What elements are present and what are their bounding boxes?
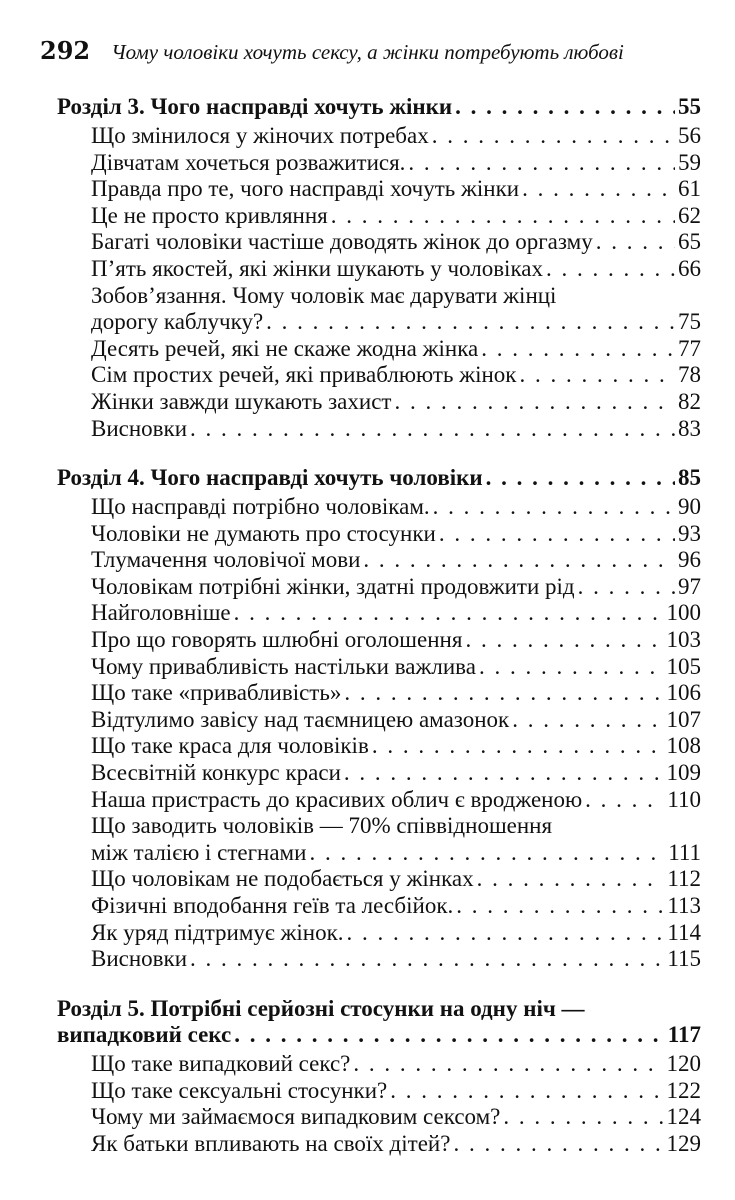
entry-page: 93 bbox=[678, 520, 701, 546]
entry-title: Тлумачення чоловічої мови bbox=[91, 547, 361, 573]
toc-entry-multiline bbox=[91, 813, 701, 866]
toc-entry bbox=[91, 389, 701, 416]
entry-page: 97 bbox=[678, 573, 701, 599]
toc-entry bbox=[91, 1051, 701, 1078]
dot-leader bbox=[585, 787, 664, 814]
toc-entry bbox=[91, 150, 701, 177]
entry-title: Чому привабливість настільки важлива bbox=[91, 653, 476, 679]
entry-page: 109 bbox=[666, 759, 701, 785]
entry-title: Багаті чоловіки частіше доводять жінок до оргазму bbox=[91, 229, 593, 255]
chapter-page: 55 bbox=[678, 94, 701, 119]
dot-leader bbox=[390, 1078, 663, 1105]
dot-leader bbox=[347, 920, 665, 947]
entry-page: 90 bbox=[678, 494, 701, 519]
toc-entry bbox=[91, 416, 701, 443]
toc-entries bbox=[57, 123, 701, 442]
chapter-heading bbox=[57, 465, 701, 491]
entry-page: 61 bbox=[678, 176, 701, 202]
toc-entry bbox=[91, 760, 701, 787]
toc-entry bbox=[91, 256, 701, 283]
entry-page: 103 bbox=[666, 626, 701, 652]
entry-page: 129 bbox=[666, 1130, 701, 1156]
entry-title: між талією і стегнами bbox=[91, 839, 307, 865]
toc-entry bbox=[91, 176, 701, 203]
entry-page: 77 bbox=[678, 335, 701, 361]
entry-title: Висновки bbox=[91, 415, 188, 441]
chapter-title: Розділ 3. Чого насправді хочуть жінки bbox=[57, 94, 453, 119]
dot-leader bbox=[477, 866, 665, 893]
entry-title: П’ять якостей, які жінки шукають у чоловіках bbox=[91, 255, 543, 281]
running-title: Чому чоловіки хочуть сексу, а жінки потребують любові bbox=[111, 40, 624, 64]
entry-title: дорогу каблучку? bbox=[91, 309, 264, 335]
toc-entry bbox=[91, 654, 701, 681]
entry-page: 108 bbox=[666, 733, 701, 759]
entry-page: 100 bbox=[666, 600, 701, 626]
dot-leader bbox=[353, 1051, 663, 1078]
entry-title: Дівчатам хочеться розважитися. bbox=[91, 149, 406, 175]
entry-page: 65 bbox=[678, 229, 701, 255]
entry-page: 96 bbox=[678, 547, 701, 573]
toc-section-chapter-5 bbox=[57, 996, 701, 1157]
dot-leader bbox=[433, 494, 675, 521]
dot-leader bbox=[522, 176, 675, 203]
chapter-page: 117 bbox=[667, 1022, 701, 1047]
toc-section-chapter-4 bbox=[57, 465, 701, 973]
dot-leader bbox=[309, 840, 665, 867]
entry-page: 82 bbox=[678, 388, 701, 414]
dot-leader bbox=[481, 336, 675, 363]
toc-entry bbox=[91, 680, 701, 707]
dot-leader bbox=[394, 389, 675, 416]
dot-leader bbox=[331, 203, 675, 230]
toc-entries bbox=[57, 1051, 701, 1157]
entry-page: 113 bbox=[667, 892, 701, 918]
dot-leader bbox=[596, 229, 675, 256]
entry-title: Десять речей, які не скаже жодна жінка bbox=[91, 335, 479, 361]
entry-page: 66 bbox=[678, 255, 701, 281]
chapter-page: 85 bbox=[678, 465, 701, 490]
entry-title: Що таке сексуальні стосунки? bbox=[91, 1077, 388, 1103]
entry-title-line: Що заводить чоловіків — 70% співвідношення bbox=[91, 813, 553, 839]
dot-leader bbox=[453, 1131, 663, 1158]
toc-entry bbox=[91, 547, 701, 574]
entry-title: Що чоловікам не подобається у жінках bbox=[91, 866, 474, 892]
entry-title: Наша пристрасть до красивих облич є вродженою bbox=[91, 786, 583, 812]
chapter-title-line: Розділ 5. Потрібні серйозні стосунки на одну ніч — bbox=[57, 996, 585, 1021]
entry-page: 114 bbox=[667, 919, 701, 945]
dot-leader bbox=[456, 893, 664, 920]
dot-leader bbox=[234, 600, 664, 627]
toc-entry bbox=[91, 229, 701, 256]
dot-leader bbox=[486, 465, 675, 491]
entry-title: Що насправді потрібно чоловікам. bbox=[91, 494, 430, 519]
entry-title: Сім простих речей, які приваблюють жінок bbox=[91, 362, 517, 388]
entry-page: 115 bbox=[667, 946, 701, 972]
dot-leader bbox=[503, 1104, 663, 1131]
dot-leader bbox=[479, 654, 664, 681]
toc-entry bbox=[91, 733, 701, 760]
page-number: 292 bbox=[40, 36, 91, 65]
entry-title: Чоловікам потрібні жінки, здатні продовжити рід bbox=[91, 573, 575, 599]
entry-title: Найголовніше bbox=[91, 600, 231, 626]
toc-entry bbox=[91, 920, 701, 947]
entry-title: Чоловіки не думають про стосунки bbox=[91, 520, 436, 546]
toc-entry bbox=[91, 946, 701, 973]
entry-page: 62 bbox=[678, 202, 701, 228]
entry-page: 120 bbox=[666, 1051, 701, 1076]
entry-page: 105 bbox=[666, 653, 701, 679]
entry-page: 78 bbox=[678, 362, 701, 388]
dot-leader bbox=[465, 627, 663, 654]
entry-title: Відтулимо завісу над таємницею амазонок bbox=[91, 706, 510, 732]
chapter-title: випадковий секс bbox=[57, 1022, 232, 1047]
entry-page: 56 bbox=[678, 123, 701, 148]
dot-leader bbox=[578, 574, 675, 601]
entry-title: Про що говорять шлюбні оголошення bbox=[91, 626, 463, 652]
dot-leader bbox=[190, 416, 675, 443]
dot-leader bbox=[266, 309, 675, 336]
chapter-heading bbox=[57, 94, 701, 120]
entry-title: Це не просто кривляння bbox=[91, 202, 328, 228]
entry-title: Жінки завжди шукають захист bbox=[91, 388, 392, 414]
entry-page: 122 bbox=[666, 1077, 701, 1103]
toc-entry bbox=[91, 494, 701, 521]
chapter-title: Розділ 4. Чого насправді хочуть чоловіки bbox=[57, 465, 483, 490]
dot-leader bbox=[344, 760, 664, 787]
toc-entry bbox=[91, 707, 701, 734]
toc-entry bbox=[91, 893, 701, 920]
dot-leader bbox=[408, 150, 675, 177]
dot-leader bbox=[234, 1022, 665, 1048]
toc-entry bbox=[91, 123, 701, 150]
entry-title: Як батьки впливають на своїх дітей? bbox=[91, 1130, 451, 1156]
entry-page: 110 bbox=[667, 786, 701, 812]
entry-title: Як уряд підтримує жінок. bbox=[91, 919, 344, 945]
toc-entry-multiline bbox=[91, 283, 701, 336]
dot-leader bbox=[363, 547, 675, 574]
entry-title: Що таке «привабливість» bbox=[91, 680, 342, 706]
toc-entry bbox=[91, 521, 701, 548]
entry-page: 112 bbox=[667, 866, 701, 892]
entry-page: 75 bbox=[678, 309, 701, 335]
entry-page: 111 bbox=[668, 839, 701, 865]
dot-leader bbox=[372, 733, 664, 760]
entry-page: 106 bbox=[666, 680, 701, 706]
chapter-heading bbox=[57, 996, 701, 1048]
dot-leader bbox=[455, 94, 675, 120]
entry-title: Правда про те, чого насправді хочуть жінки bbox=[91, 176, 520, 202]
dot-leader bbox=[546, 256, 675, 283]
entry-title: Що таке краса для чоловіків bbox=[91, 733, 369, 759]
dot-leader bbox=[190, 946, 664, 973]
page-header bbox=[40, 36, 710, 65]
toc-section-chapter-3 bbox=[57, 94, 701, 442]
toc-entry bbox=[91, 574, 701, 601]
entry-title: Фізичні вподобання геїв та лесбійок. bbox=[91, 892, 454, 918]
dot-leader bbox=[432, 123, 675, 150]
entry-page: 107 bbox=[666, 706, 701, 732]
entry-title: Висновки bbox=[91, 946, 188, 972]
dot-leader bbox=[512, 707, 663, 734]
toc-entry bbox=[91, 336, 701, 363]
entry-title-line: Зобов’язання. Чому чоловік має дарувати жінці bbox=[91, 282, 557, 308]
toc-entries bbox=[57, 494, 701, 973]
toc-entry bbox=[91, 627, 701, 654]
toc-entry bbox=[91, 1104, 701, 1131]
toc-entry bbox=[91, 600, 701, 627]
entry-title: Що таке випадковий секс? bbox=[91, 1051, 351, 1076]
toc-entry bbox=[91, 787, 701, 814]
toc-entry bbox=[91, 203, 701, 230]
entry-page: 59 bbox=[678, 149, 701, 175]
dot-leader bbox=[519, 362, 675, 389]
toc-entry bbox=[91, 866, 701, 893]
dot-leader bbox=[439, 521, 675, 548]
entry-page: 83 bbox=[678, 415, 701, 441]
entry-title: Всесвітній конкурс краси bbox=[91, 759, 341, 785]
toc-entry bbox=[91, 1078, 701, 1105]
dot-leader bbox=[344, 680, 663, 707]
toc-entry bbox=[91, 362, 701, 389]
entry-page: 124 bbox=[666, 1104, 701, 1130]
toc-entry bbox=[91, 1131, 701, 1158]
entry-title: Що змінилося у жіночих потребах bbox=[91, 123, 429, 148]
entry-title: Чому ми займаємося випадковим сексом? bbox=[91, 1104, 501, 1130]
